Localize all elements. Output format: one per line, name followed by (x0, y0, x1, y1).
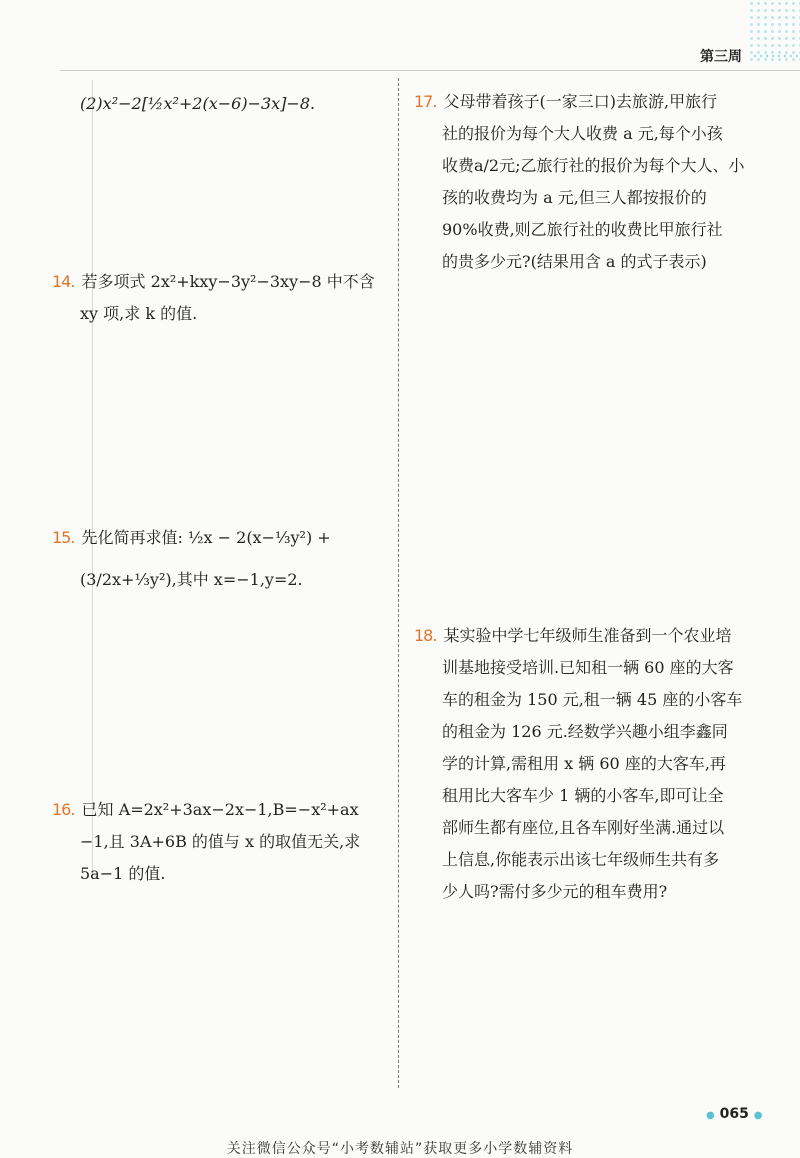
question-14-number: 14. (52, 272, 75, 291)
header-dot-decoration (752, 53, 798, 59)
question-15-number: 15. (52, 528, 75, 547)
question-15 (52, 522, 392, 596)
question-15-line-1: 先化简再求值: ½x − 2(x−⅓y²) + (81, 528, 331, 547)
page-number-text: 065 (719, 1106, 749, 1122)
question-18-line-5: 学的计算,需租用 x 辆 60 座的大客车,再 (442, 754, 726, 773)
header-divider (60, 70, 800, 71)
question-17-line-6: 的贵多少元?(结果用含 a 的式子表示) (442, 252, 707, 271)
question-13-part-2 (80, 88, 315, 120)
question-14-line-1: 若多项式 2x²+kxy−3y²−3xy−8 中不含 (81, 272, 375, 291)
page-number (706, 1106, 762, 1122)
question-13-part-2-text: (2)x²−2[½x²+2(x−6)−3x]−8. (80, 94, 316, 113)
question-15-line-2: (3/2x+⅓y²),其中 x=−1,y=2. (80, 570, 303, 589)
footer-note: 关注微信公众号“小考数辅站”获取更多小学数辅资料 (226, 1141, 574, 1157)
question-17 (414, 86, 784, 278)
question-18-line-9: 少人吗?需付多少元的租车费用? (442, 882, 668, 901)
question-18-line-1: 某实验中学七年级师生准备到一个农业培 (443, 626, 732, 645)
question-14-line-2: xy 项,求 k 的值. (80, 304, 198, 323)
dot-icon: ● (753, 1110, 763, 1121)
question-16-number: 16. (52, 800, 75, 819)
question-18-line-3: 车的租金为 150 元,租一辆 45 座的小客车 (442, 690, 743, 709)
question-16 (52, 794, 392, 890)
question-17-number: 17. (414, 92, 437, 111)
question-18-line-2: 训基地接受培训.已知租一辆 60 座的大客 (442, 658, 734, 677)
week-label: 第三周 (700, 49, 742, 65)
question-18-line-6: 租用比大客车少 1 辆的小客车,即可让全 (442, 786, 724, 805)
question-16-line-3: 5a−1 的值. (80, 864, 166, 883)
question-16-line-1: 已知 A=2x²+3ax−2x−1,B=−x²+ax (81, 800, 359, 819)
dot-icon: ● (706, 1110, 715, 1121)
question-17-line-3: 收费a/2元;乙旅行社的报价为每个大人、小 (442, 156, 745, 175)
question-14 (52, 266, 392, 330)
question-17-line-5: 90%收费,则乙旅行社的收费比甲旅行社 (442, 220, 723, 239)
question-18 (414, 620, 784, 908)
question-18-line-4: 的租金为 126 元.经数学兴趣小组李鑫同 (442, 722, 728, 741)
question-18-number: 18. (414, 626, 437, 645)
question-17-line-1: 父母带着孩子(一家三口)去旅游,甲旅行 (443, 92, 718, 111)
column-divider (398, 78, 399, 1088)
question-16-line-2: −1,且 3A+6B 的值与 x 的取值无关,求 (80, 832, 361, 851)
question-17-line-2: 社的报价为每个大人收费 a 元,每个小孩 (442, 124, 723, 143)
question-17-line-4: 孩的收费均为 a 元,但三人都按报价的 (442, 188, 707, 207)
question-18-line-8: 上信息,你能表示出该七年级师生共有多 (442, 850, 720, 869)
margin-line (92, 80, 93, 880)
question-18-line-7: 部师生都有座位,且各车刚好坐满.通过以 (442, 818, 725, 837)
